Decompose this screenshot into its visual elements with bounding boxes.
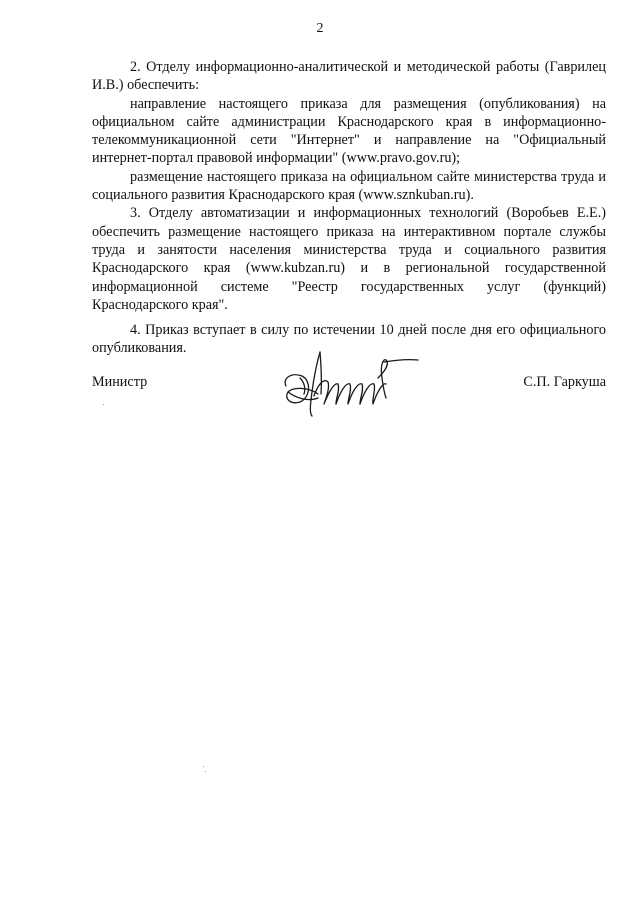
paragraph-item-2-bullet-1: направление настоящего приказа для размещения (опубликования) на официальном сайте администрации Краснодарского края в информационно-телекоммуникационной сети "Интернет" и направление на "Официальный интернет-портал правовой информации" (www.pravo.gov.ru); <box>92 95 606 167</box>
paragraph-item-2: 2. Отделу информационно-аналитической и методической работы (Гаврилец И.В.) обеспечить: <box>92 59 606 94</box>
paragraph-item-3: 3. Отделу автоматизации и информационных технологий (Воробьев Е.Е.) обеспечить размещение настоящего приказа на интерактивном портале службы труда и занятости населения министерства труда и социального развития Краснодарского края (www.kubzan.ru) и в региональной государственной информационной системе "Реестр государственных услуг (функций) Краснодарского края". <box>92 205 606 313</box>
page-number: 2 <box>316 21 324 36</box>
paragraph-item-4: 4. Приказ вступает в силу по истечении 10 дней после дня его официального опубликования. <box>92 322 606 357</box>
scan-speck <box>205 771 206 772</box>
signer-name: С.П. Гаркуша <box>523 374 606 390</box>
scan-speck <box>103 404 104 405</box>
handwritten-signature <box>280 348 420 420</box>
signature-block <box>92 364 606 414</box>
paragraph-item-2-bullet-2: размещение настоящего приказа на официальном сайте министерства труда и социального развития Краснодарского края (www.sznkuban.ru). <box>92 168 606 204</box>
signer-title: Министр <box>92 374 148 390</box>
document-body <box>92 58 606 358</box>
scan-speck <box>203 766 204 767</box>
